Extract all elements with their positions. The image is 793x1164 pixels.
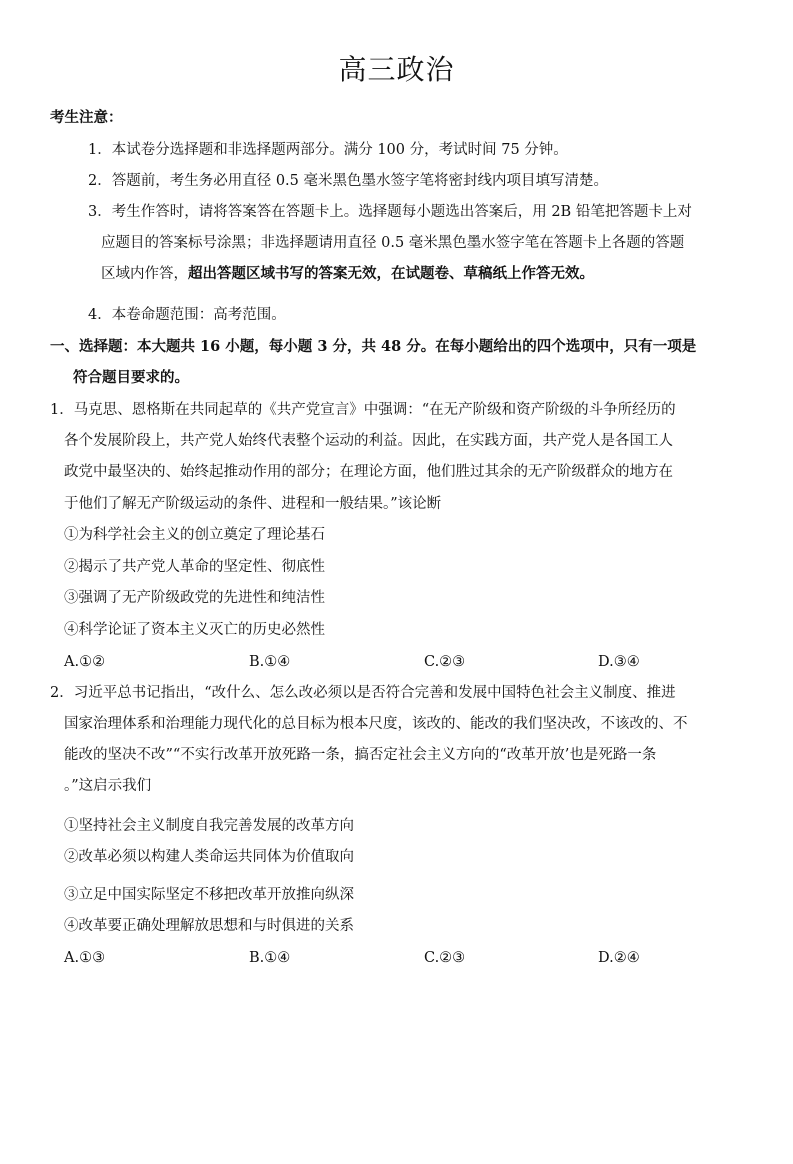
notice-item-3-end-bold: 超出答题区域书写的答案无效，在试题卷、草稿纸上作答无效。 [188, 265, 594, 282]
q1-stem-line-2: 各个发展阶段上，共产党人始终代表整个运动的利益。因此，在实践方面，共产党人是各国工人 [64, 433, 673, 449]
q1-option-c: C.②③ [424, 654, 466, 670]
page-title: 高三政治 [338, 53, 455, 86]
q2-option-a: A.①③ [64, 950, 106, 966]
q1-statement-2: ②揭示了共产党人革命的坚定性、彻底性 [64, 559, 325, 575]
q1-statement-3: ③强调了无产阶级政党的先进性和纯洁性 [64, 590, 325, 606]
notice-item-2: 2．答题前，考生务必用直径 0.5 毫米黑色墨水签字笔将密封线内项目填写清楚。 [88, 173, 609, 189]
q2-statement-4: ④改革要正确处理解放思想和与时俱进的关系 [64, 918, 354, 934]
q2-option-b: B.①④ [249, 950, 291, 966]
q2-statement-1: ①坚持社会主义制度自我完善发展的改革方向 [64, 818, 354, 834]
q1-option-b: B.①④ [249, 654, 291, 670]
notice-item-3-end [101, 264, 594, 284]
notice-item-3-end-plain: 区域内作答， [101, 266, 188, 282]
notice-heading: 考生注意： [50, 109, 123, 126]
q2-stem-line-4: 。”这启示我们 [64, 778, 152, 794]
q1-statement-1: ①为科学社会主义的创立奠定了理论基石 [64, 527, 325, 543]
q2-statement-2: ②改革必须以构建人类命运共同体为价值取向 [64, 849, 354, 865]
q2-option-d: D.②④ [598, 950, 640, 966]
q2-option-c: C.②③ [424, 950, 466, 966]
section-heading: 一、选择题：本大题共 16 小题，每小题 3 分，共 48 分。在每小题给出的四个选项中，只有一项是 [50, 338, 697, 355]
notice-item-4: 4．本卷命题范围：高考范围。 [88, 307, 286, 323]
q1-stem-line-3: 政党中最坚决的、始终起推动作用的部分；在理论方面，他们胜过其余的无产阶级群众的地方在 [64, 464, 673, 480]
q2-stem-line-2: 国家治理体系和治理能力现代化的总目标为根本尺度，该改的、能改的我们坚决改，不该改的、不 [64, 716, 688, 732]
section-heading-cont: 符合题目要求的。 [73, 369, 189, 386]
q1-option-a: A.①② [64, 654, 106, 670]
q2-statement-3: ③立足中国实际坚定不移把改革开放推向纵深 [64, 887, 354, 903]
q1-stem-line-4: 于他们了解无产阶级运动的条件、进程和一般结果。”该论断 [64, 496, 442, 512]
q1-stem-line-1: 1．马克思、恩格斯在共同起草的《共产党宣言》中强调：“在无产阶级和资产阶级的斗争所经历的 [50, 402, 676, 418]
notice-item-3-cont: 应题目的答案标号涂黑；非选择题请用直径 0.5 毫米黑色墨水签字笔在答题卡上各题的答题 [101, 235, 685, 251]
q2-stem-line-3: 能改的坚决不改”“不实行改革开放死路一条，搞否定社会主义方向的“改革开放’也是死路一条 [64, 747, 657, 763]
q1-option-d: D.③④ [598, 654, 640, 670]
q2-stem-line-1: 2．习近平总书记指出，“改什么、怎么改必须以是否符合完善和发展中国特色社会主义制度、推进 [50, 685, 676, 701]
notice-item-3: 3．考生作答时，请将答案答在答题卡上。选择题每小题选出答案后，用 2B 铅笔把答题卡上对 [88, 204, 692, 220]
q1-statement-4: ④科学论证了资本主义灭亡的历史必然性 [64, 622, 325, 638]
notice-item-1: 1．本试卷分选择题和非选择题两部分。满分 100 分，考试时间 75 分钟。 [88, 142, 568, 158]
